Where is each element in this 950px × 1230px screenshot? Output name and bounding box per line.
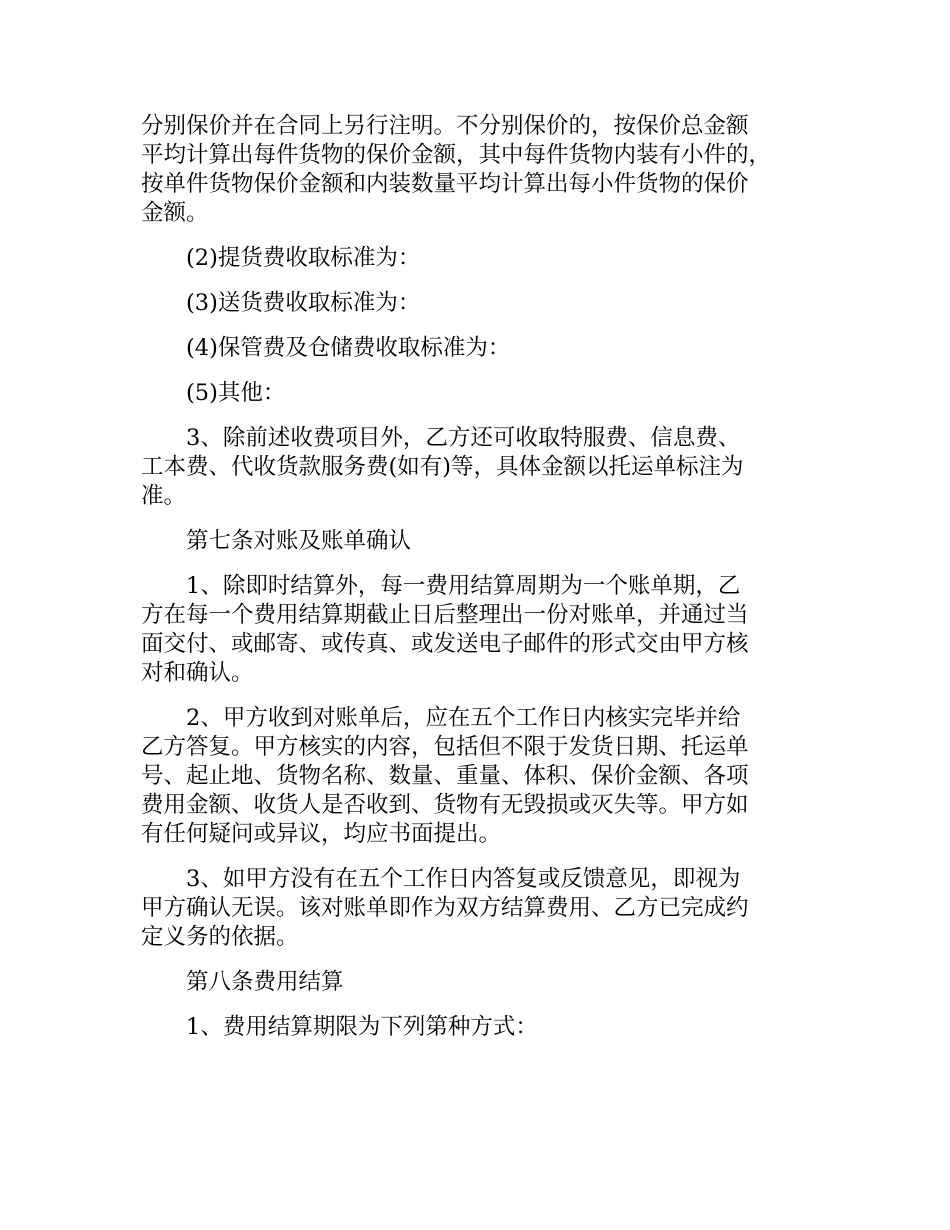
paragraph-storage-fee [141,334,816,363]
text-line: 分别保价并在合同上另行注明。不分别保价的，按保价总金额 [141,113,749,139]
paragraph-insured-value-note [141,112,816,228]
text-line: 有任何疑问或异议，均应书面提出。 [141,821,502,847]
text-line: (2)提货费收取标准为： [186,245,421,271]
text-line: 乙方答复。甲方核实的内容，包括但不限于发货日期、托运单 [141,734,749,760]
text-line: 方在每一个费用结算期截止日后整理出一份对账单，并通过当 [141,602,749,628]
text-line: 工本费、代收货款服务费(如有)等，具体金额以托运单标注为 [141,454,744,480]
section-heading-article-8 [141,968,816,997]
document-page [141,112,816,1058]
paragraph-settlement-term [141,1013,816,1042]
paragraph-other [141,379,816,408]
text-line: 定义务的依据。 [141,924,299,950]
paragraph-pickup-fee [141,244,816,273]
text-line: 1、费用结算期限为下列第种方式： [186,1014,538,1040]
text-line: (3)送货费收取标准为： [186,290,421,316]
paragraph-extra-fees [141,424,816,511]
text-line: 面交付、或邮寄、或传真、或发送电子邮件的形式交由甲方核 [141,631,749,657]
text-line: 对和确认。 [141,660,254,686]
text-line: (5)其他： [186,380,286,406]
paragraph-billing-period [141,572,816,688]
text-line: 第七条对账及账单确认 [186,528,412,554]
text-line: 金额。 [141,200,209,226]
text-line: 第八条费用结算 [186,969,344,995]
text-line: 费用金额、收货人是否收到、货物有无毁损或灭失等。甲方如 [141,792,749,818]
text-line: 号、起止地、货物名称、数量、重量、体积、保价金额、各项 [141,763,749,789]
text-line: 甲方确认无误。该对账单即作为双方结算费用、乙方已完成约 [141,895,749,921]
paragraph-deemed-confirmation [141,865,816,952]
paragraph-verification [141,704,816,849]
text-line: 准。 [141,483,187,509]
paragraph-delivery-fee [141,289,816,318]
text-line: 3、除前述收费项目外，乙方还可收取特服费、信息费、 [186,425,741,451]
text-line: 1、除即时结算外，每一费用结算周期为一个账单期，乙 [186,573,741,599]
text-line: 平均计算出每件货物的保价金额，其中每件货物内装有小件的， [141,142,772,168]
text-line: 按单件货物保价金额和内装数量平均计算出每小件货物的保价 [141,171,749,197]
text-line: 3、如甲方没有在五个工作日内答复或反馈意见，即视为 [186,866,741,892]
text-line: 2、甲方收到对账单后，应在五个工作日内核实完毕并给 [186,705,741,731]
text-line: (4)保管费及仓储费收取标准为： [186,335,511,361]
section-heading-article-7 [141,527,816,556]
